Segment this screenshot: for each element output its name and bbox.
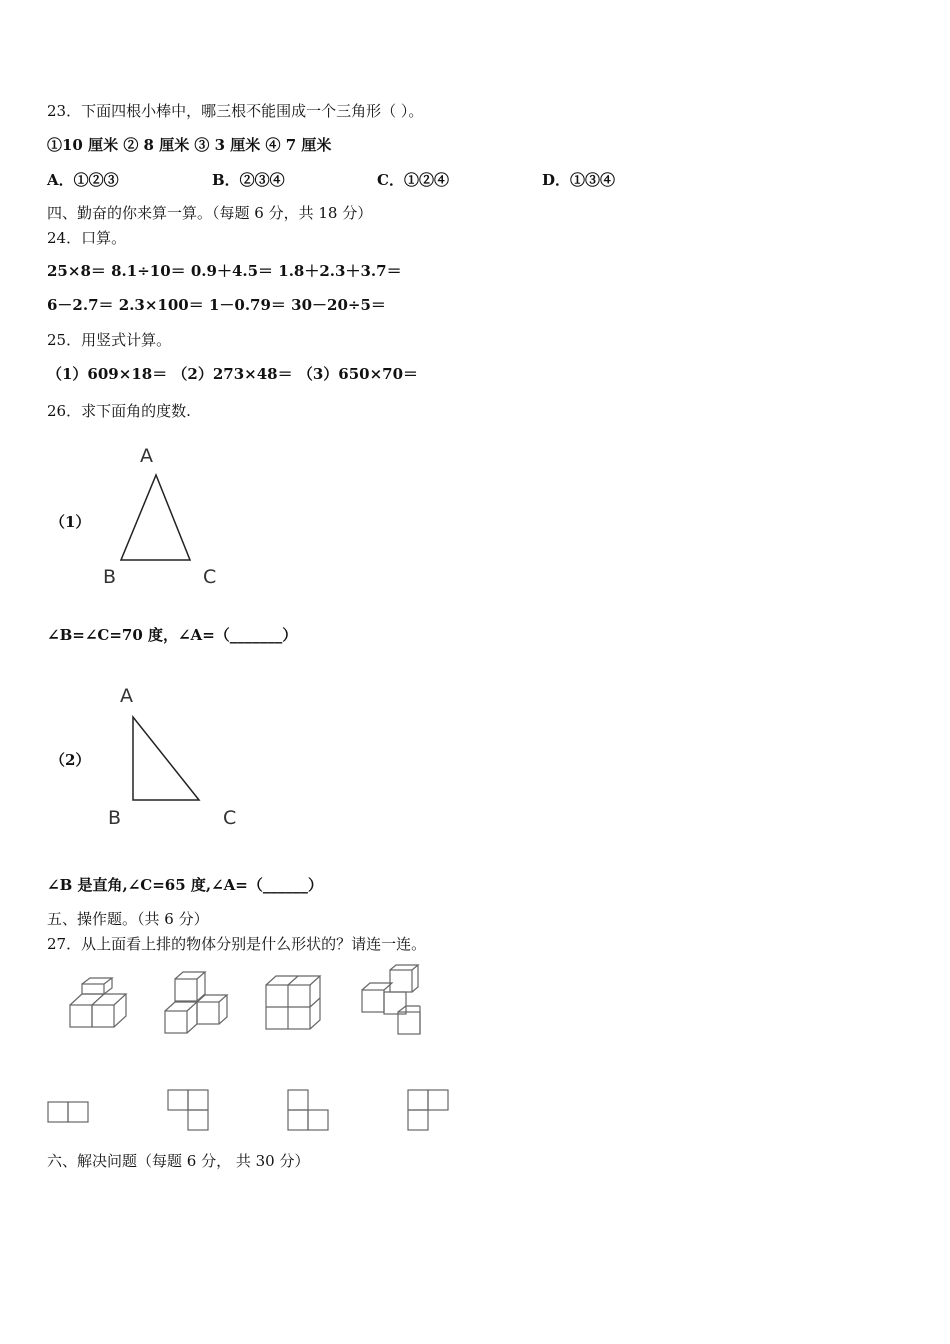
solid-3[interactable] [258,968,328,1036]
solid-4[interactable] [352,962,430,1037]
triangle2-vertex-b: B [108,807,122,829]
q24-row2: 6－2.7＝ 2.3×100＝ 1－0.79＝ 30－20÷5＝ [47,296,386,314]
q26-condition1: ∠B=∠C=70 度，∠A=（_______） [47,626,298,644]
q24-stem: 24．口算。 [47,229,127,247]
top-view-2[interactable] [163,1087,213,1135]
solid-2[interactable] [155,965,235,1040]
q25-row: （1）609×18＝ （2）273×48＝ （3）650×70＝ [47,365,419,383]
q23-option-b[interactable]: B．②③④ [212,171,285,189]
figure1-label: （1） [50,513,91,531]
triangle2-shape [133,717,199,800]
q23-option-d[interactable]: D．①③④ [542,171,616,189]
top-view-3[interactable] [283,1087,333,1135]
solid-1[interactable] [60,975,135,1035]
top-view-4[interactable] [403,1087,453,1135]
top-view-1[interactable] [45,1097,95,1125]
triangle2-figure [100,680,250,835]
triangle1-vertex-a: A [140,445,153,467]
q23-stem: 23．下面四根小棒中，哪三根不能围成一个三角形（ ）。 [47,102,424,120]
q23-sticks: ①10 厘米 ② 8 厘米 ③ 3 厘米 ④ 7 厘米 [47,136,332,154]
q26-condition2: ∠B 是直角,∠C=65 度,∠A=（______） [47,876,323,894]
triangle1-vertex-c: C [203,566,217,588]
q26-stem: 26．求下面角的度数. [47,402,191,420]
triangle2-vertex-a: A [120,685,133,707]
section4-title: 四、勤奋的你来算一算。（每题 6 分，共 18 分） [47,204,373,222]
q24-row1: 25×8＝ 8.1÷10＝ 0.9＋4.5＝ 1.8＋2.3＋3.7＝ [47,262,402,280]
figure2-label: （2） [50,751,91,769]
section6-title: 六、解决问题（每题 6 分， 共 30 分） [47,1152,310,1170]
triangle1-figure [95,440,235,590]
triangle1-vertex-b: B [103,566,117,588]
triangle2-vertex-c: C [223,807,237,829]
q23-option-a[interactable]: A．①②③ [47,171,119,189]
section5-title: 五、操作题。（共 6 分） [47,910,209,928]
triangle1-shape [121,475,190,560]
q25-stem: 25．用竖式计算。 [47,331,172,349]
q23-option-c[interactable]: C．①②④ [377,171,449,189]
q27-stem: 27．从上面看上排的物体分别是什么形状的？请连一连。 [47,935,427,953]
